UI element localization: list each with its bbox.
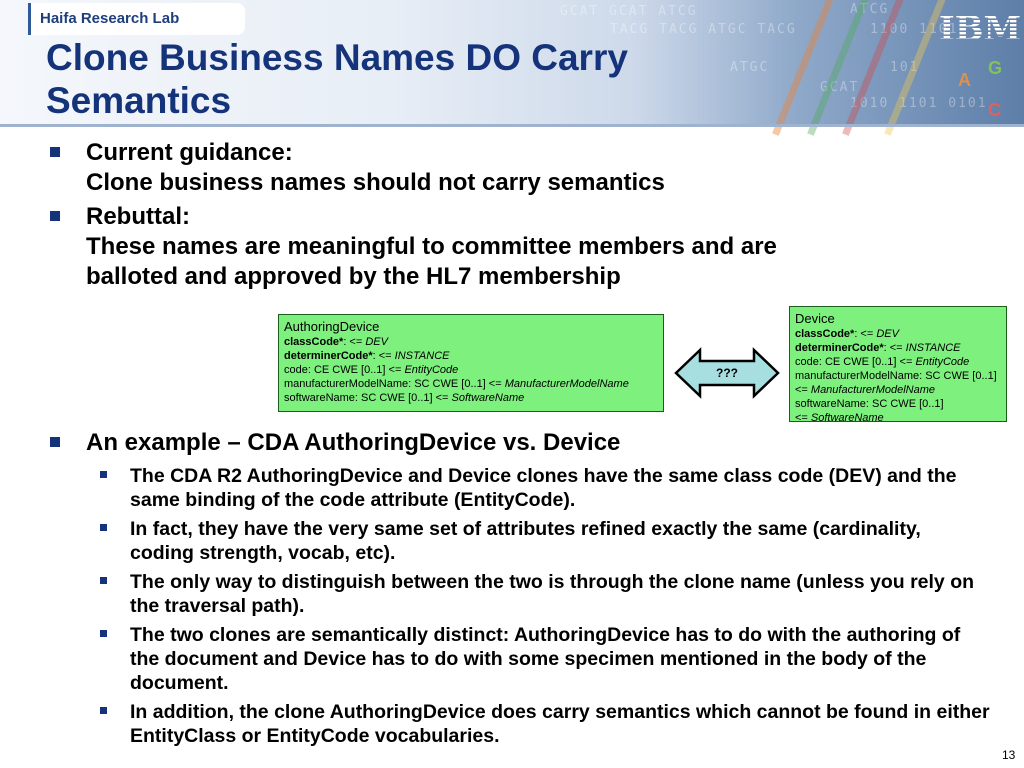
bullet-line: Current guidance: (86, 139, 293, 166)
authoring-device-box (278, 314, 664, 412)
example-section (50, 428, 990, 753)
attr-row: classCode*: <= DEV (284, 336, 388, 348)
bullet-line: Clone business names should not carry semantics (86, 169, 665, 196)
sub-bullet (50, 700, 990, 748)
example-heading: An example – CDA AuthoringDevice vs. Device (86, 429, 621, 456)
ibm-logo (938, 8, 1022, 49)
class-name: AuthoringDevice (284, 319, 380, 334)
attr-row: determinerCode*: <= INSTANCE (795, 342, 961, 354)
sub-bullet-text: The only way to distinguish between the two is through the clone name (unless you rely on the traversal path). (130, 571, 975, 617)
decor-letter-g: G (988, 58, 1003, 78)
title-line-1: Clone Business Names DO Carry (46, 37, 628, 78)
bullet-line: Rebuttal: (86, 203, 190, 230)
arrow-label: ??? (716, 366, 738, 380)
bullet-marker (50, 147, 60, 157)
header-banner (0, 0, 1024, 127)
attr-row: softwareName: SC CWE [0..1] <= SoftwareName (284, 392, 525, 404)
attr-row: <= ManufacturerModelName (795, 384, 936, 396)
decor-dna-text: GCAT (820, 80, 860, 95)
sub-bullet-marker (100, 630, 107, 637)
ibm-logo-text: IBM (938, 9, 1022, 49)
page-number: 13 (1002, 748, 1016, 762)
attr-row: code: CE CWE [0..1] <= EntityCode (795, 356, 970, 368)
sub-bullet (50, 623, 990, 695)
sub-bullet (50, 517, 990, 565)
sub-bullet-marker (100, 471, 107, 478)
attr-row: softwareName: SC CWE [0..1] (795, 398, 944, 410)
attr-row: determinerCode*: <= INSTANCE (284, 350, 450, 362)
attr-row: manufacturerModelName: SC CWE [0..1] (795, 370, 997, 382)
sub-bullet-text: The two clones are semantically distinct: AuthoringDevice has to do with the authoring of the document and Device has to do with some specimen mentioned in the body of the document. (130, 624, 961, 694)
sub-bullet-marker (100, 524, 107, 531)
device-box (789, 306, 1007, 422)
attr-row: <= SoftwareName (795, 412, 884, 424)
decor-dna-text: 101 (890, 60, 920, 75)
bullet-current-guidance (50, 138, 990, 198)
bullet-line: These names are meaningful to committee members and are (86, 233, 777, 260)
bullet-marker (50, 437, 60, 447)
sub-bullet-marker (100, 707, 107, 714)
lab-name: Haifa Research Lab (40, 10, 180, 27)
attr-row: code: CE CWE [0..1] <= EntityCode (284, 364, 459, 376)
attr-row: manufacturerModelName: SC CWE [0..1] <= ManufacturerModelName (284, 378, 629, 390)
bullet-line: balloted and approved by the HL7 membership (86, 263, 621, 290)
decor-dna-text: 1010 1101 0101 (850, 96, 988, 111)
sub-bullet-text: In fact, they have the very same set of attributes refined exactly the same (cardinality, coding strength, vocab, etc). (130, 518, 921, 564)
decor-dna-text: TACG TACG ATGC TACG (610, 22, 797, 37)
sub-bullet-marker (100, 577, 107, 584)
lab-tab (28, 3, 245, 35)
decor-dna-text: 1100 1101 (870, 22, 959, 37)
decor-dna-text: ATGC (730, 60, 770, 75)
title-line-2: Semantics (46, 80, 232, 121)
bullet-example-heading (50, 428, 990, 458)
attr-row: classCode*: <= DEV (795, 328, 899, 340)
decor-dna-text: ATCG (850, 2, 890, 17)
sub-bullet-text: The CDA R2 AuthoringDevice and Device clones have the same class code (DEV) and the same binding of the code attribute (EntityCode). (130, 465, 957, 511)
decor-letter-c: C (988, 100, 1001, 120)
decor-letter-a: A (958, 70, 971, 90)
decor-dna-text: GCAT GCAT ATCG (560, 4, 698, 19)
double-arrow (674, 346, 780, 400)
page-title (46, 36, 846, 122)
header-divider (0, 124, 1024, 127)
sub-bullet (50, 570, 990, 618)
sub-bullet (50, 464, 990, 512)
bullet-list (50, 138, 990, 296)
bullet-marker (50, 211, 60, 221)
class-name: Device (795, 311, 835, 326)
sub-bullet-text: In addition, the clone AuthoringDevice does carry semantics which cannot be found in either EntityClass or EntityCode vocabularies. (130, 701, 990, 747)
bullet-rebuttal (50, 202, 990, 292)
